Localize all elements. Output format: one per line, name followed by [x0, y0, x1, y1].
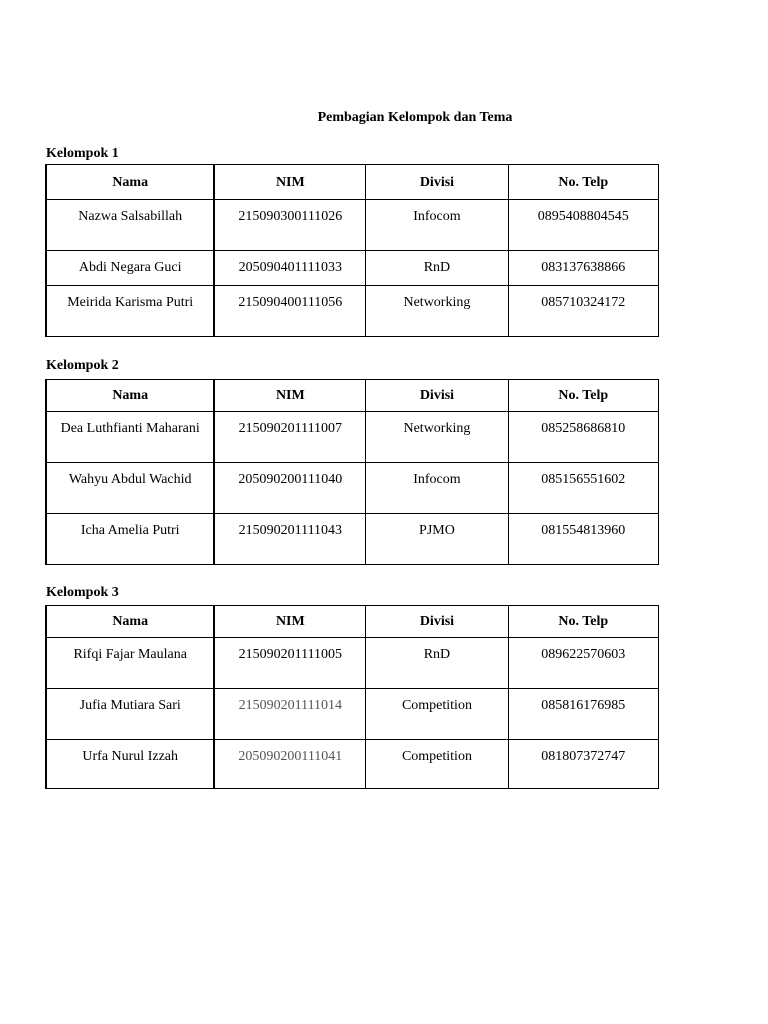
cell-divisi: RnD: [366, 638, 508, 689]
cell-divisi: Networking: [366, 412, 508, 463]
page-title: Pembagian Kelompok dan Tema: [317, 110, 513, 125]
table-row: [46, 463, 659, 514]
table-row: [46, 286, 659, 337]
header-nim: NIM: [214, 380, 365, 412]
table-row: [46, 514, 659, 565]
cell-telp: 085710324172: [508, 286, 658, 337]
table-row: [46, 638, 659, 689]
table-header-row: [46, 606, 659, 638]
cell-nim: 215090201111007: [214, 412, 365, 463]
group-label: Kelompok 3: [46, 585, 119, 600]
cell-nama: Dea Luthfianti Maharani: [46, 412, 214, 463]
group-label: Kelompok 1: [46, 146, 119, 161]
table-header-row: [46, 165, 659, 200]
cell-telp: 085816176985: [508, 689, 658, 740]
cell-telp: 081554813960: [508, 514, 658, 565]
cell-divisi: Infocom: [366, 463, 508, 514]
cell-telp: 083137638866: [508, 251, 658, 286]
group-table-1: [45, 164, 659, 337]
group-table-3: [45, 605, 659, 789]
cell-telp: 085156551602: [508, 463, 658, 514]
cell-nim: 215090201111014: [214, 689, 365, 740]
cell-nim: 215090300111026: [214, 200, 365, 251]
table-header-row: [46, 380, 659, 412]
cell-divisi: Infocom: [366, 200, 508, 251]
header-divisi: Divisi: [366, 380, 508, 412]
header-nama: Nama: [46, 380, 214, 412]
header-nama: Nama: [46, 606, 214, 638]
header-divisi: Divisi: [366, 165, 508, 200]
cell-divisi: PJMO: [366, 514, 508, 565]
cell-nama: Nazwa Salsabillah: [46, 200, 214, 251]
cell-nim: 205090200111041: [214, 740, 365, 789]
header-nim: NIM: [214, 606, 365, 638]
table-row: [46, 200, 659, 251]
cell-nim: 215090201111043: [214, 514, 365, 565]
cell-nama: Urfa Nurul Izzah: [46, 740, 214, 789]
cell-nama: Wahyu Abdul Wachid: [46, 463, 214, 514]
cell-divisi: RnD: [366, 251, 508, 286]
header-divisi: Divisi: [366, 606, 508, 638]
cell-nim: 215090201111005: [214, 638, 365, 689]
table-row: [46, 251, 659, 286]
cell-divisi: Competition: [366, 740, 508, 789]
cell-divisi: Competition: [366, 689, 508, 740]
cell-nama: Rifqi Fajar Maulana: [46, 638, 214, 689]
cell-nim: 215090400111056: [214, 286, 365, 337]
cell-telp: 081807372747: [508, 740, 658, 789]
cell-telp: 089622570603: [508, 638, 658, 689]
header-nim: NIM: [214, 165, 365, 200]
cell-nama: Jufia Mutiara Sari: [46, 689, 214, 740]
header-nama: Nama: [46, 165, 214, 200]
header-telp: No. Telp: [508, 165, 658, 200]
cell-telp: 0895408804545: [508, 200, 658, 251]
table-row: [46, 689, 659, 740]
cell-nama: Meirida Karisma Putri: [46, 286, 214, 337]
cell-nim: 205090200111040: [214, 463, 365, 514]
cell-nama: Icha Amelia Putri: [46, 514, 214, 565]
table-row: [46, 412, 659, 463]
header-telp: No. Telp: [508, 380, 658, 412]
cell-divisi: Networking: [366, 286, 508, 337]
group-label: Kelompok 2: [46, 358, 119, 373]
table-row: [46, 740, 659, 789]
cell-nama: Abdi Negara Guci: [46, 251, 214, 286]
header-telp: No. Telp: [508, 606, 658, 638]
cell-telp: 085258686810: [508, 412, 658, 463]
group-table-2: [45, 379, 659, 565]
cell-nim: 205090401111033: [214, 251, 365, 286]
